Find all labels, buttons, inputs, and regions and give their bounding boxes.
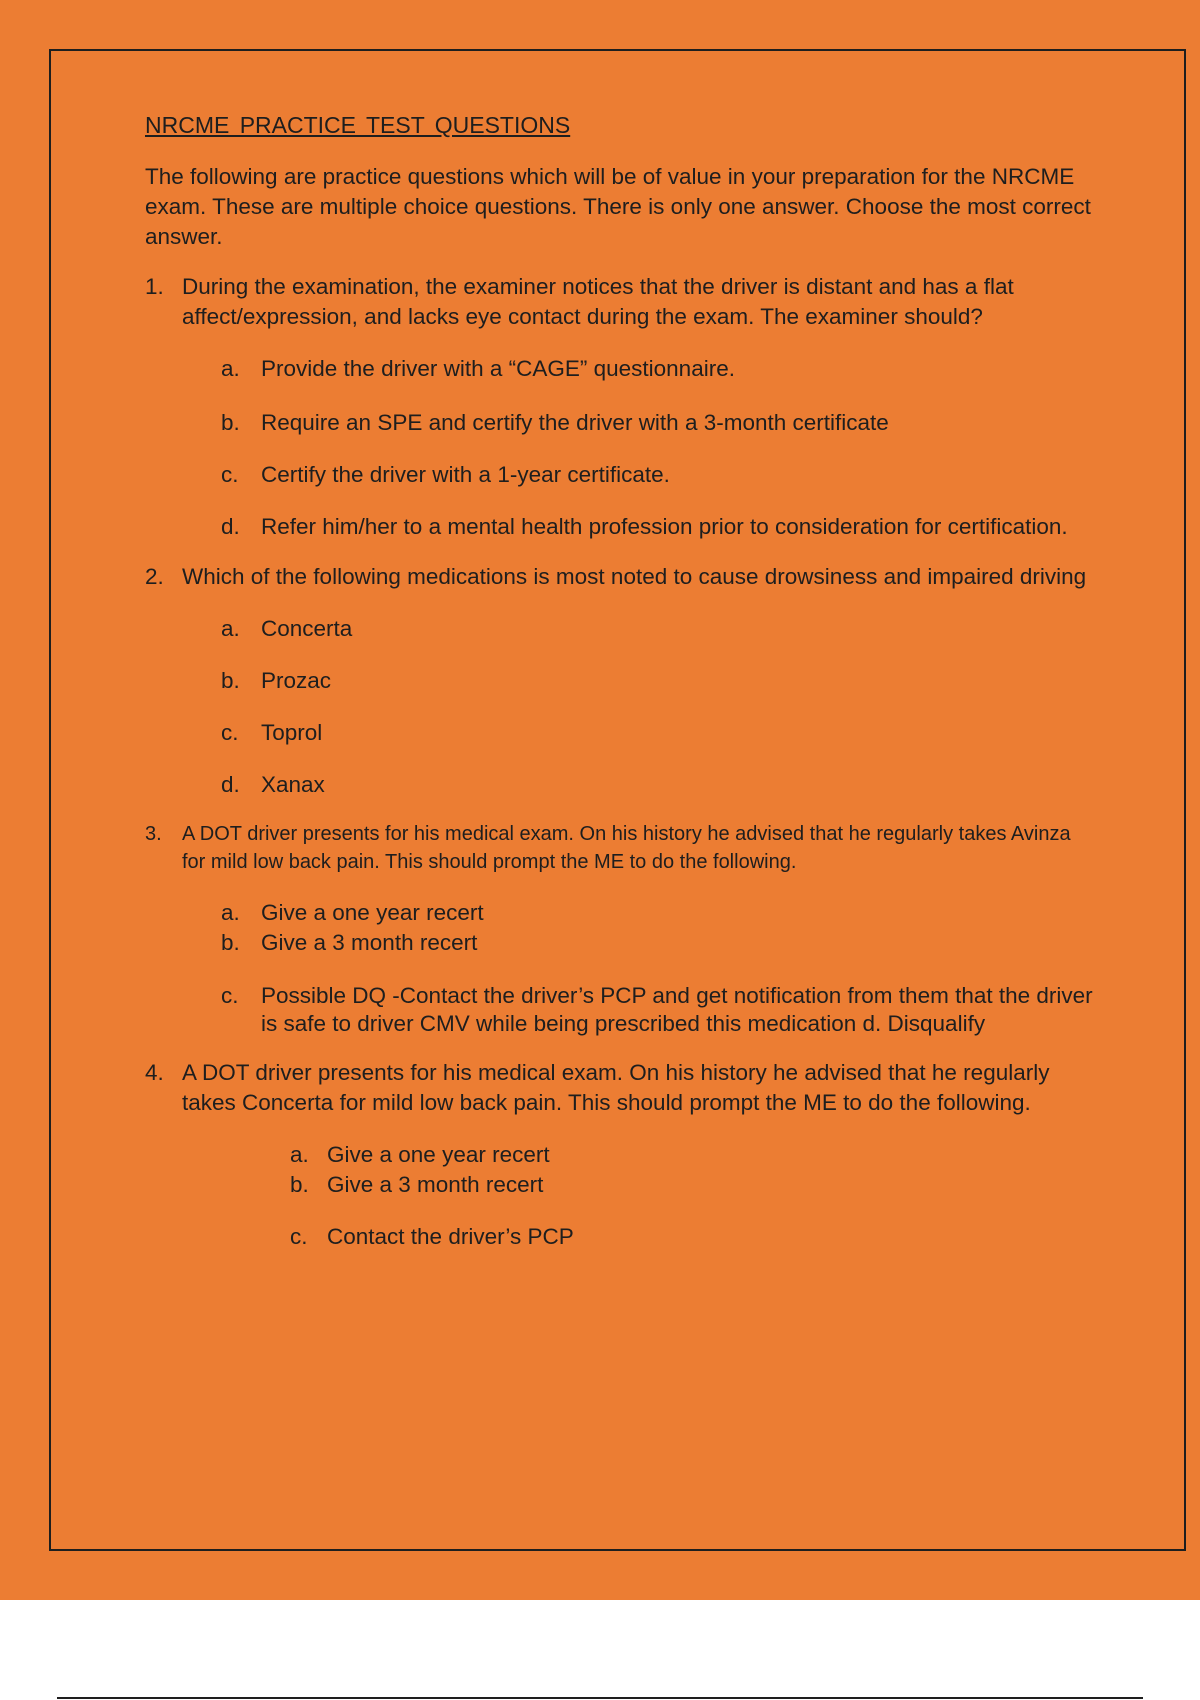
option-letter: c. xyxy=(221,720,239,745)
question-3-stem xyxy=(145,820,1095,876)
option-text: Concerta xyxy=(261,616,353,641)
option-text: Contact the driver’s PCP xyxy=(327,1224,574,1249)
option-text: Provide the driver with a “CAGE” questionnaire. xyxy=(261,356,735,381)
option-text: Give a one year recert xyxy=(261,900,484,925)
option-text: Require an SPE and certify the driver with a 3-month certificate xyxy=(261,410,889,435)
option-letter: b. xyxy=(221,410,240,435)
option-4b xyxy=(290,1170,1095,1200)
option-2c xyxy=(221,718,1095,748)
footer-divider xyxy=(57,1697,1143,1699)
document-body xyxy=(145,110,1095,1252)
option-2b xyxy=(221,666,1095,696)
option-text: Possible DQ -Contact the driver’s PCP and get notification from them that the driver is safe to driver CMV while being prescribed this medication d. Disqualify xyxy=(261,983,1093,1036)
option-2d xyxy=(221,770,1095,800)
question-number: 2. xyxy=(145,564,164,589)
question-number: 1. xyxy=(145,274,164,299)
option-3b xyxy=(221,928,1095,958)
option-text: Give a 3 month recert xyxy=(261,930,478,955)
question-number: 4. xyxy=(145,1060,164,1085)
option-1d xyxy=(221,512,1095,542)
question-2 xyxy=(145,562,1095,800)
page-title: NRCME PRACTICE TEST QUESTIONS xyxy=(145,112,571,138)
intro-paragraph: The following are practice questions which will be of value in your preparation for the NRCME exam. These are multiple choice questions. There is only one answer. Choose the most correct answer. xyxy=(145,164,1091,249)
option-letter: a. xyxy=(221,356,240,381)
option-letter: a. xyxy=(221,900,240,925)
option-letter: a. xyxy=(221,616,240,641)
option-text: Prozac xyxy=(261,668,332,693)
option-1b xyxy=(221,408,1095,438)
question-4-stem xyxy=(145,1058,1095,1118)
option-letter: d. xyxy=(221,514,240,539)
option-1c xyxy=(221,460,1095,490)
option-1a xyxy=(221,354,1095,384)
question-text: During the examination, the examiner notices that the driver is distant and has a flat affect/expression, and lacks eye contact during the exam. The examiner should? xyxy=(182,274,1014,329)
option-letter: d. xyxy=(221,772,240,797)
option-3c xyxy=(221,982,1095,1038)
question-text: A DOT driver presents for his medical exam. On his history he advised that he regularly takes Avinza for mild low back pain. This should prompt the ME to do the following. xyxy=(182,823,1071,873)
option-letter: b. xyxy=(221,930,240,955)
option-text: Give a one year recert xyxy=(327,1142,550,1167)
option-letter: c. xyxy=(221,983,239,1008)
option-4a xyxy=(290,1140,1095,1170)
option-2a xyxy=(221,614,1095,644)
question-text: A DOT driver presents for his medical exam. On his history he advised that he regularly takes Concerta for mild low back pain. This should prompt the ME to do the following. xyxy=(182,1060,1050,1115)
question-2-stem xyxy=(145,562,1095,592)
option-text: Certify the driver with a 1-year certificate. xyxy=(261,462,670,487)
option-3a xyxy=(221,898,1095,928)
option-text: Xanax xyxy=(261,772,325,797)
question-number: 3. xyxy=(145,823,162,845)
option-text: Toprol xyxy=(261,720,323,745)
question-text: Which of the following medications is most noted to cause drowsiness and impaired driving xyxy=(182,564,1087,589)
option-4c xyxy=(290,1222,1095,1252)
option-letter: b. xyxy=(290,1172,309,1197)
option-letter: b. xyxy=(221,668,240,693)
option-text: Refer him/her to a mental health profession prior to consideration for certification. xyxy=(261,514,1068,539)
question-4 xyxy=(145,1058,1095,1252)
option-letter: c. xyxy=(290,1224,308,1249)
question-1 xyxy=(145,272,1095,542)
option-text: Give a 3 month recert xyxy=(327,1172,544,1197)
option-letter: a. xyxy=(290,1142,309,1167)
question-1-stem xyxy=(145,272,1095,332)
question-3 xyxy=(145,820,1095,1038)
option-letter: c. xyxy=(221,462,239,487)
